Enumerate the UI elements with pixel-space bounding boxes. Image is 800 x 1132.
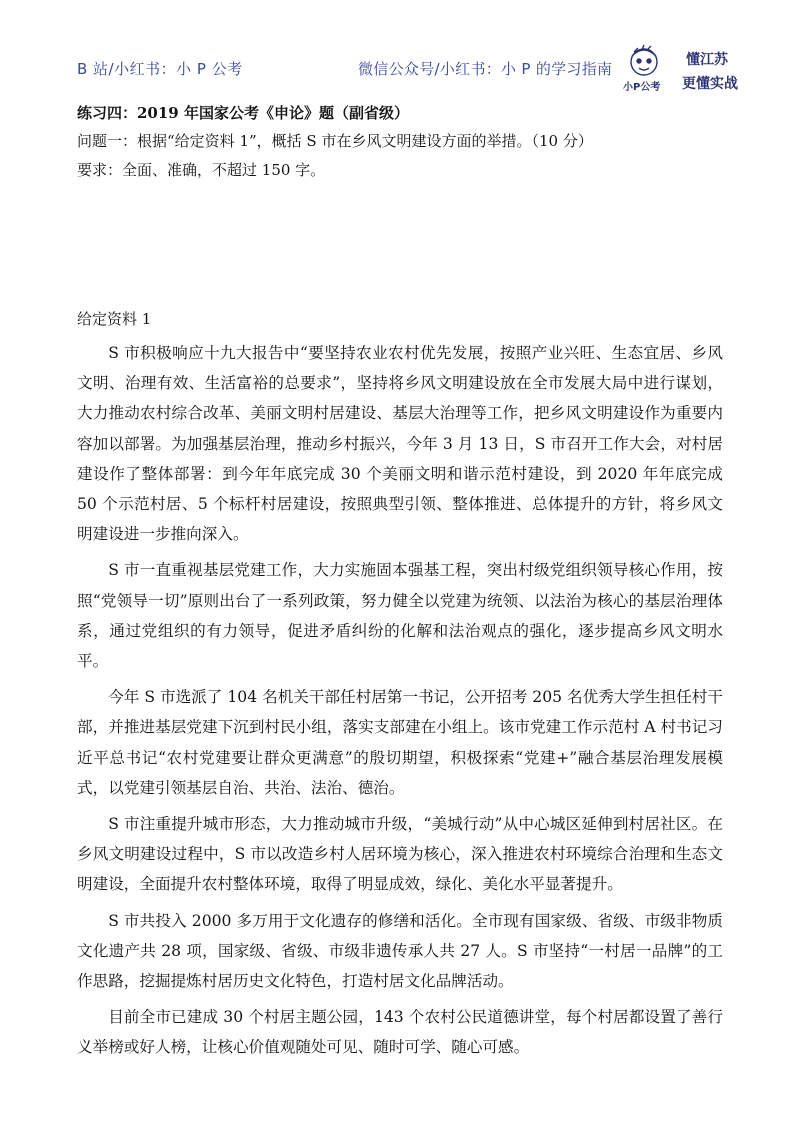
material-paragraph: 今年 S 市选派了 104 名机关干部任村居第一书记，公开招考 205 名优秀大学生担任村干部，并推进基层党建下沉到村民小组，落实支部建在小组上。该市党建工作示范村 A 村书记习近平总书记“农村党建要让群众更满意”的殷切期望，积极探索“党建+”融合基层治理发展模式，以党建引领基层自治、共治、法治、德治。	[77, 688, 723, 797]
header-left-text: B 站/小红书：小 P 公考	[77, 60, 243, 78]
exercise-title: 练习四：2019 年国家公考《申论》题（副省级）	[77, 104, 409, 122]
material-paragraph: S 市积极响应十九大报告中“要坚持农业农村优先发展，按照产业兴旺、生态宜居、乡风文明、治理有效、生活富裕的总要求”，坚持将乡风文明建设放在全市发展大局中进行谋划，大力推动农村综合改革、美丽文明村居建设、基层大治理等工作，把乡风文明建设作为重要内容加以部署。为加强基层治理，推动乡村振兴，今年 3 月 13 日，S 市召开工作大会，对村居建设作了整体部署：到今年年底完成 30 个美丽文明和谐示范村建设，到 2020 年年底完成 50 个示范村居、5 个标杆村居建设，按照典型引领、整体推进、总体提升的方针，将乡风文明建设进一步推向深入。	[77, 344, 723, 544]
requirement-text: 要求：全面、准确，不超过 150 字。	[77, 161, 326, 179]
material-paragraph: 目前全市已建成 30 个村居主题公园，143 个农村公民道德讲堂，每个村居都设置了善行义举榜或好人榜，让核心价值观随处可见、随时可学、随心可感。	[77, 1008, 723, 1057]
logo-brand-text: 小P公考	[623, 82, 661, 93]
question-text: 问题一：根据“给定资料 1”，概括 S 市在乡风文明建设方面的举措。（10 分）	[77, 132, 593, 150]
cartoon-face-icon	[631, 45, 657, 75]
page-header	[0, 0, 800, 100]
material-paragraph: S 市注重提升城市形态，大力推动城市升级，“美城行动”从中心城区延伸到村居社区。在乡风文明建设过程中，S 市以改造乡村人居环境为核心，深入推进农村环境综合治理和生态文明建设，全面提升农村整体环境，取得了明显成效，绿化、美化水平显著提升。	[77, 815, 723, 894]
material-body	[77, 338, 723, 1069]
logo-slogan-line1: 懂江苏	[686, 52, 728, 68]
material-paragraph: S 市一直重视基层党建工作，大力实施固本强基工程，突出村级党组织领导核心作用，按照“党领导一切”原则出台了一系列政策，努力健全以党建为统领、以法治为核心的基层治理体系，通过党组织的有力领导，促进矛盾纠纷的化解和法治观点的强化，逐步提高乡风文明水平。	[77, 561, 723, 671]
header-right-text: 微信公众号/小红书：小 P 的学习指南	[358, 60, 613, 78]
material-paragraph: S 市共投入 2000 多万用于文化遗存的修缮和活化。全市现有国家级、省级、市级非物质文化遗产共 28 项，国家级、省级、市级非遗传承人共 27 人。S 市坚持“一村居一品牌”的工作思路，挖掘提炼村居历史文化特色，打造村居文化品牌活动。	[77, 911, 723, 991]
material-title: 给定资料 1	[77, 310, 152, 328]
logo-slogan-line2: 更懂实战	[682, 76, 738, 92]
brand-logo	[620, 42, 750, 96]
cartoon-face-logo-icon	[620, 42, 750, 96]
